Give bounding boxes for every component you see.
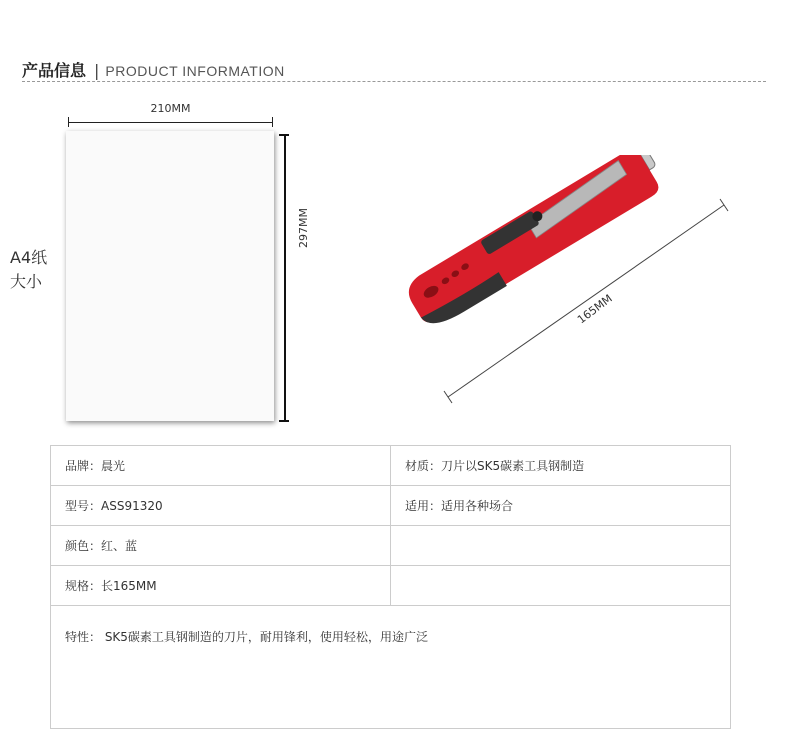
table-row <box>51 446 731 486</box>
spec-model: 型号：ASS91320 <box>51 486 391 526</box>
paper-height-dimension <box>279 134 291 422</box>
table-row <box>51 486 731 526</box>
header-divider <box>22 81 766 82</box>
spec-table <box>50 445 731 729</box>
table-row <box>51 526 731 566</box>
a4-label-line1: A4纸 <box>10 248 48 267</box>
table-row <box>51 606 731 729</box>
table-row <box>51 566 731 606</box>
paper-width-label: 210MM <box>150 102 191 115</box>
spec-feature: 特性： SK5碳素工具钢制造的刀片，耐用锋利，使用轻松，用途广泛 <box>51 606 731 729</box>
spec-size: 规格：长165MM <box>51 566 391 606</box>
paper-width-dimension <box>68 116 273 128</box>
spec-material: 材质：刀片以SK5碳素工具钢制造 <box>391 446 731 486</box>
title-separator: | <box>94 61 100 80</box>
utility-knife-image <box>385 155 685 355</box>
a4-label-line2: 大小 <box>10 272 43 291</box>
spec-empty-cell <box>391 566 731 606</box>
paper-height-label: 297MM <box>297 208 310 248</box>
section-title-cn: 产品信息 <box>22 61 87 80</box>
spec-empty-cell <box>391 526 731 566</box>
a4-size-label <box>10 246 47 294</box>
section-title-en: PRODUCT INFORMATION <box>105 63 285 79</box>
a4-paper-sheet <box>66 131 274 421</box>
section-header <box>22 58 285 80</box>
knife-length-label: 165MM <box>575 291 615 327</box>
spec-color: 颜色：红、蓝 <box>51 526 391 566</box>
spec-brand: 品牌：晨光 <box>51 446 391 486</box>
spec-usage: 适用：适用各种场合 <box>391 486 731 526</box>
